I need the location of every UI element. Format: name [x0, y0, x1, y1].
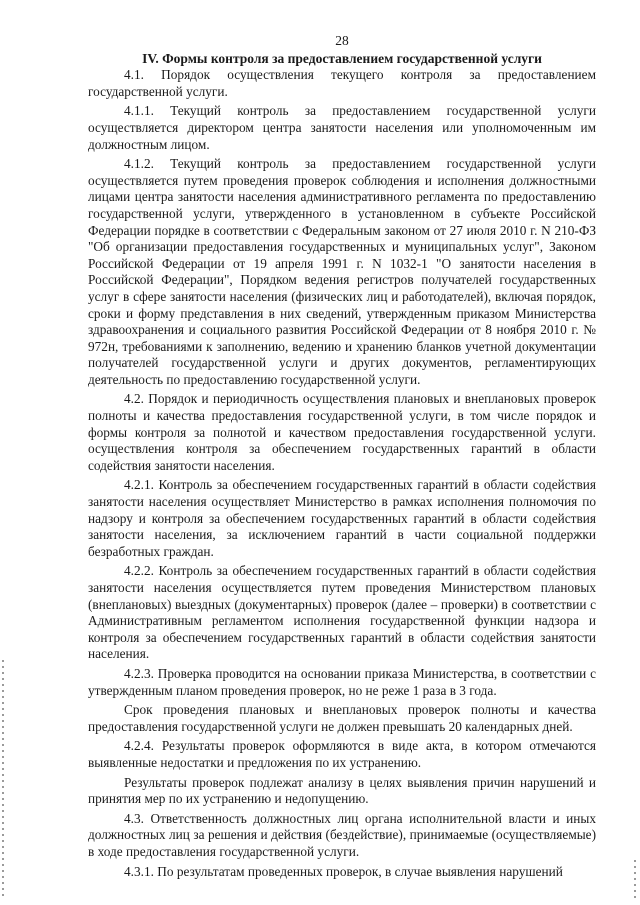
left-scan-edge — [2, 660, 4, 900]
paragraph-4-2: 4.2. Порядок и периодичность осуществления плановых и внеплановых проверок полноты и качества предоставления государственной услуги, в том числе порядок и формы контроля за полнотой и качеством предоставления государственной услуги. осуществления контроля за обеспечением государственных гарантий в области содействия занятости населения. — [88, 391, 596, 473]
paragraph-4-1-2: 4.1.2. Текущий контроль за предоставлением государственной услуги осуществляется путем проведения проверок соблюдения и исполнения должностными лицами центра занятости населения административного регламента по предоставлению государственной услуги, утвержденного в установленном в субъекте Российской Федерации порядке в соответствии с Федеральным законом от 27 июля 2010 г. N 210-ФЗ "Об организации предоставления государственных и муниципальных услуг", Законом Российской Федерации от 19 апреля 1991 г. N 1032-1 "О занятости населения в Российской Федерации", Порядком ведения регистров получателей государственных услуг в сфере занятости населения (физических лиц и работодателей), включая порядок, сроки и форму представления в них сведений, утвержденным приказом Министерства здравоохранения и социального развития Российской Федерации от 8 ноября 2010 г. № 972н, требованиями к заполнению, ведению и хранению бланков учетной документации получателей государственной услуги и других документов, регламентирующих деятельность по предоставлению государственной услуги. — [88, 156, 596, 387]
paragraph-4-2-3: 4.2.3. Проверка проводится на основании приказа Министерства, в соответствии с утвержденным планом проведения проверок, но не реже 1 раза в 3 года. — [88, 665, 596, 698]
document-body — [88, 67, 596, 880]
paragraph-4-2-2: 4.2.2. Контроль за обеспечением государственных гарантий в области содействия занятости населения осуществляется путем проведения Министерством плановых (внеплановых) выездных (документарных) проверок (далее – проверки) в соответствии с Административным регламентом исполнения государственной функции надзора и контроля за обеспечением государственных гарантий в области содействия занятости населения. — [88, 563, 596, 662]
paragraph-inspection-results: Результаты проверок подлежат анализу в целях выявления причин нарушений и принятия мер по их устранению и недопущению. — [88, 774, 596, 807]
document-page — [88, 33, 596, 880]
paragraph-4-1: 4.1. Порядок осуществления текущего контроля за предоставлением государственной услуги. — [88, 67, 596, 99]
paragraph-inspection-term: Срок проведения плановых и внеплановых проверок полноты и качества предоставления государственной услуги не должен превышать 20 календарных дней. — [88, 702, 596, 734]
section-title: IV. Формы контроля за предоставлением государственной услуги — [142, 50, 542, 66]
right-scan-edge — [634, 860, 636, 900]
paragraph-4-3-1: 4.3.1. По результатам проведенных проверок, в случае выявления нарушений — [124, 863, 563, 879]
page-number: 28 — [335, 33, 349, 48]
paragraph-4-2-4: 4.2.4. Результаты проверок оформляются в виде акта, в котором отмечаются выявленные недостатки и предложения по их устранению. — [88, 738, 596, 770]
paragraph-4-1-1: 4.1.1. Текущий контроль за предоставлением государственной услуги осуществляется директором центра занятости населения или уполномоченным им должностным лицом. — [88, 103, 596, 152]
paragraph-4-3: 4.3. Ответственность должностных лиц органа исполнительной власти и иных должностных лиц за решения и действия (бездействие), принимаемые (осуществляемые) в ходе предоставления государственной услуги. — [88, 810, 596, 859]
paragraph-4-2-1: 4.2.1. Контроль за обеспечением государственных гарантий в области содействия занятости населения осуществляет Министерство в рамках исполнения полномочия по надзору и контроля за обеспечением государственных гарантий в области содействия занятости населения, за исключением гарантий в части социальной поддержки безработных граждан. — [88, 477, 596, 559]
